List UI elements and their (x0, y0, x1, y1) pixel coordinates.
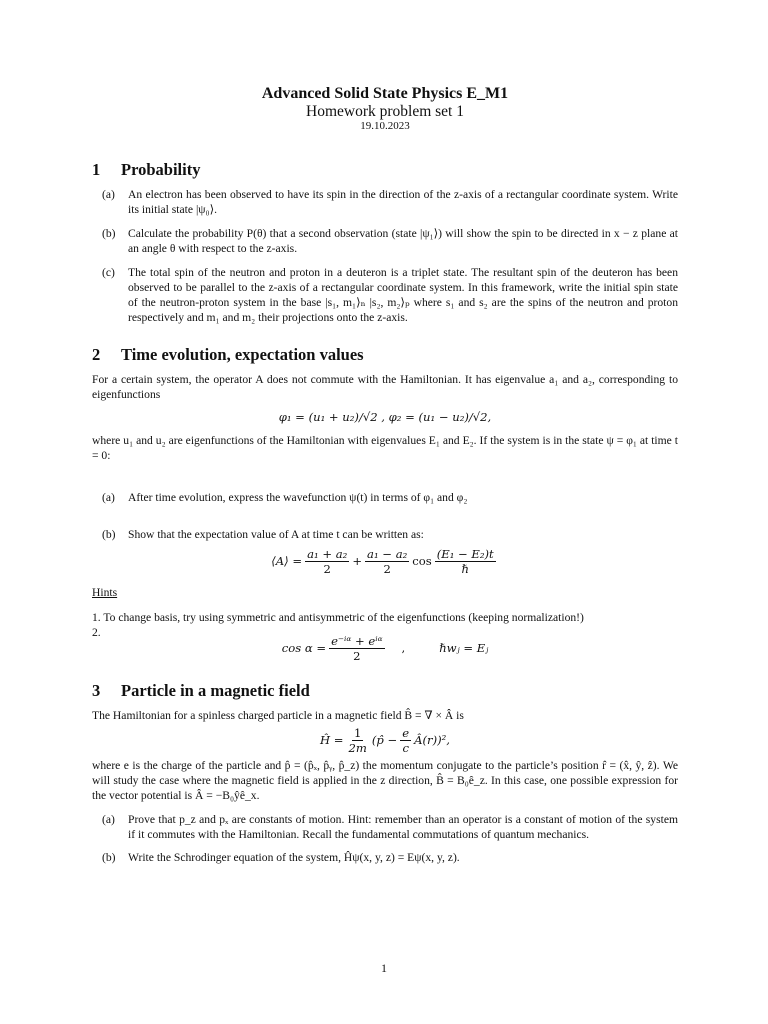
item-text: Write the Schrodinger equation of the system, Ĥψ(x, y, z) = Eψ(x, y, z). (128, 851, 460, 864)
section-title: Probability (121, 160, 201, 179)
numerator: (E₁ − E₂)t (436, 547, 494, 561)
page-number: 1 (381, 961, 387, 975)
fraction (347, 726, 369, 755)
numerator: a₁ − a₂ (367, 547, 408, 561)
eq-lhs: cos α = (281, 641, 327, 655)
cos-function: cos (412, 554, 432, 568)
numerator: 1 (354, 726, 362, 740)
denominator: 2 (383, 562, 391, 576)
fraction (400, 726, 411, 755)
hint-1: 1. To change basis, try using symmetric and antisymmetric of the eigenfunctions (keeping normalization!) (92, 611, 584, 624)
fraction (305, 547, 349, 576)
item-text: Prove that p_z and pₓ are constants of motion. Hint: remember than an operator is a constant of motion of the system if it commutes with the Hamiltonian. Recall the fundamental commutations of quantum mechanics. (128, 813, 678, 841)
list-item (92, 226, 678, 256)
list-item (92, 812, 678, 842)
section-1-items (92, 187, 678, 325)
numerator: a₁ + a₂ (307, 547, 348, 561)
section-3-heading (92, 683, 678, 698)
item-label: (b) (102, 227, 116, 240)
list-item (92, 490, 678, 505)
eq-lhs: ⟨A⟩ = (271, 554, 303, 568)
section-number: 3 (92, 681, 101, 700)
section-3-intro: The Hamiltonian for a spinless charged particle in a magnetic field B̂ = ∇ × Â is (92, 709, 464, 722)
eq-lhs: Ĥ = (320, 733, 344, 747)
fraction (365, 547, 409, 576)
item-label: (a) (102, 491, 115, 504)
item-text: Calculate the probability P(θ) that a second observation (state |ψ₁⟩) will show the spin to be directed in x − z plane at an angle θ with respect to the z-axis. (128, 227, 678, 255)
eq-term: (p̂ − (371, 733, 398, 747)
list-item (92, 265, 678, 325)
section-1-heading (92, 162, 678, 177)
document-page (92, 84, 678, 865)
section-3-items (92, 812, 678, 865)
fraction (435, 547, 496, 576)
list-item (92, 187, 678, 217)
denominator: ℏ (461, 562, 469, 576)
eigenfunction-equation: φ₁ = (u₁ + u₂)/√2 , φ₂ = (u₁ − u₂)/√2, (278, 410, 492, 424)
denominator: 2m (348, 741, 367, 755)
denominator: 2 (323, 562, 331, 576)
numerator: e⁻ⁱᵅ + eⁱᵅ (331, 634, 383, 648)
course-title: Advanced Solid State Physics E_M1 (261, 85, 509, 102)
section-2-intro: For a certain system, the operator A does not commute with the Hamiltonian. It has eigenvalue a₁ and a₂, corresponding to eigenfunctions (92, 373, 678, 401)
problem-set-title: Homework problem set 1 (306, 103, 464, 120)
item-text: An electron has been observed to have its spin in the direction of the z-axis of a rectangular coordinate system. Write its initial state |ψ₀⟩. (128, 188, 678, 216)
document-header (92, 84, 678, 133)
section-number: 2 (92, 345, 101, 364)
item-text: After time evolution, express the wavefunction ψ(t) in terms of φ₁ and φ₂ (128, 491, 468, 504)
section-2-condition: where u₁ and u₂ are eigenfunctions of the Hamiltonian with eigenvalues E₁ and E₂. If the system is in the state ψ = φ₁ at time t = 0: (92, 434, 678, 462)
list-item (92, 850, 678, 865)
section-2-heading (92, 347, 678, 362)
separator: , (401, 641, 406, 655)
item-label: (a) (102, 813, 115, 826)
hint-equation (92, 634, 678, 663)
item-label: (c) (102, 266, 115, 279)
section-title: Particle in a magnetic field (121, 681, 310, 700)
eq-term: Â(r))², (414, 733, 450, 747)
item-text: Show that the expectation value of A at time t can be written as: (128, 528, 424, 541)
hints-heading: Hints (92, 586, 118, 599)
item-text: The total spin of the neutron and proton in a deuteron is a triplet state. The resultant spin of the deuteron has been observed to be parallel to the z-axis of a rectangular coordinate system. In this framework, write the initial spin state of the neutron-proton system in the base |s₁, m₁⟩ₙ |s₂, m₂⟩ₚ where s₁ and s₂ are the spins of the neutron and proton respectively and m₁ and m₂ their projections onto the z-axis. (128, 266, 678, 324)
section-3-description: where e is the charge of the particle and p̂ = (p̂ₓ, p̂ᵧ, p̂_z) the momentum conjugate to the particle’s position r̂ = (x̂, ŷ, ẑ). We will study the case where the magnetic field is applied in the z direction, B̂ = B₀ê_z. In this case, one possible expression for the vector potential is Â = −B₀ŷê_x. (92, 759, 678, 802)
eq-rhs: ℏwⱼ = Eⱼ (439, 641, 489, 655)
hint-2-label: 2. (92, 626, 101, 639)
denominator: 2 (353, 649, 361, 663)
section-title: Time evolution, expectation values (121, 345, 364, 364)
plus-sign: + (352, 554, 363, 568)
list-item (92, 527, 678, 542)
section-number: 1 (92, 160, 101, 179)
hamiltonian-equation (92, 726, 678, 755)
item-label: (a) (102, 188, 115, 201)
item-label: (b) (102, 528, 116, 541)
document-date: 19.10.2023 (360, 120, 410, 132)
expectation-value-equation (92, 547, 678, 576)
numerator: e (402, 726, 410, 740)
fraction (329, 634, 384, 663)
item-label: (b) (102, 851, 116, 864)
denominator: c (402, 741, 409, 755)
